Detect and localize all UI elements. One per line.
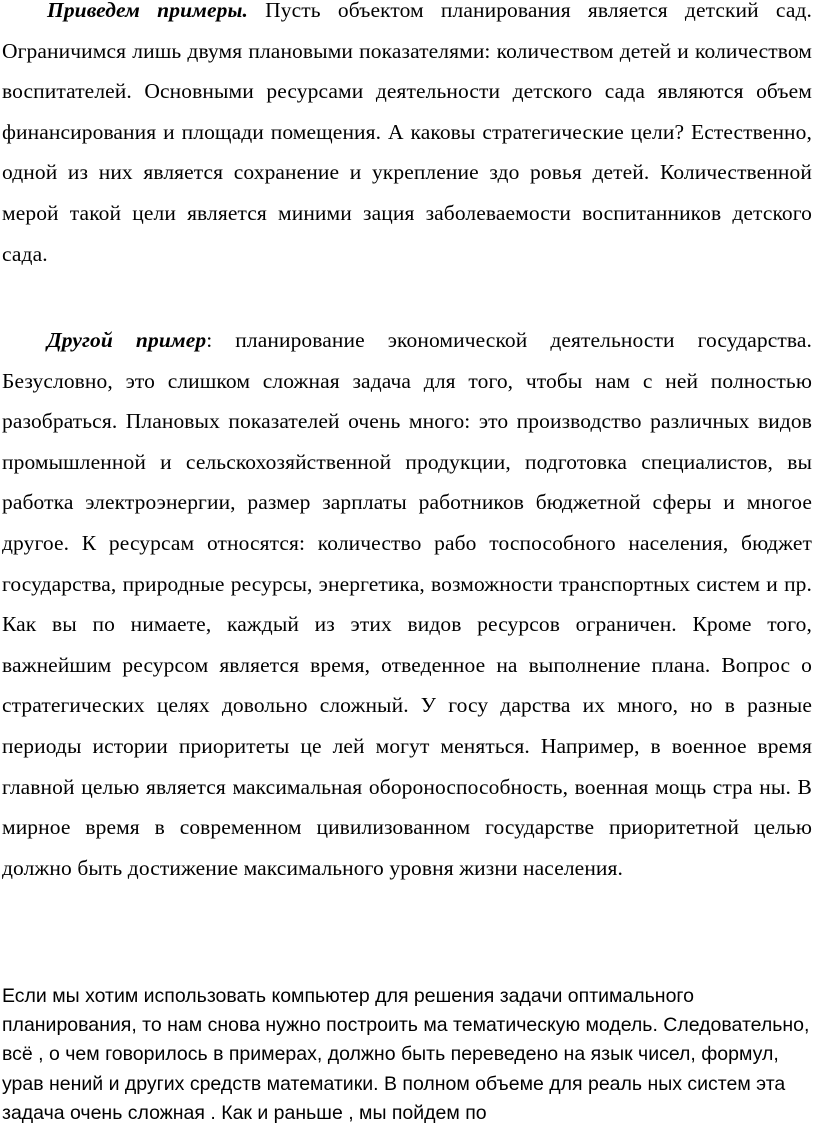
paragraph-lead: Другой пример — [47, 328, 207, 352]
paragraph-example-state — [2, 320, 812, 888]
paragraph-text: Пусть объектом планирования является детский сад. Ограничимся лишь двумя плановыми показателями: количеством детей и количеством воспитателей. Основными ресурсами деятельности детского сада являются объем финансирования и площади помещения. А каковы стратегические цели? Естественно, одной из них является сохранение и укрепление здо ровья детей. Количественной мерой такой цели является миними зация заболеваемости воспитанников детского сада. — [2, 0, 812, 266]
paragraph-computer-model — [2, 982, 812, 1128]
paragraph-text: Если мы хотим использовать компьютер для решения задачи оптимального планирования, то нам снова нужно построить ма тематическую модель. Следовательно, всё , о чем говорилось в примерах, должно быть переведено на язык чисел, формул, урав нений и других средств математики. В полном объеме для реаль ных систем эта задача очень сложная . Как и раньше , мы пойдем по — [2, 985, 810, 1124]
paragraph-lead-suffix: : — [206, 328, 213, 352]
paragraph-lead: Приведем примеры. — [47, 0, 248, 22]
paragraph-text: планирование экономической деятельности государства. Безусловно, это слишком сложная задача для того, чтобы нам с ней полностью разобраться. Плановых показателей очень много: это производство различных видов промышленной и сельскохозяйственной продукции, подготовка специалистов, вы работка электроэнергии, размер зарплаты работников бюджетной сферы и многое другое. К ресурсам относятся: количество рабо тоспособного населения, бюджет государства, природные ресурсы, энергетика, возможности транспортных систем и пр. Как вы по нимаете, каждый из этих видов ресурсов ограничен. Кроме того, важнейшим ресурсом является время, отведенное на выполнение плана. Вопрос о стратегических целях довольно сложный. У госу дарства их много, но в разные периоды истории приоритеты це лей могут меняться. Например, в военное время главной целью является максимальная обороноспособность, военная мощь стра ны. В мирное время в современном цивилизованном государстве приоритетной целью должно быть достижение максимального уровня жизни населения. — [2, 328, 812, 880]
paragraph-example-kindergarten — [2, 0, 812, 274]
